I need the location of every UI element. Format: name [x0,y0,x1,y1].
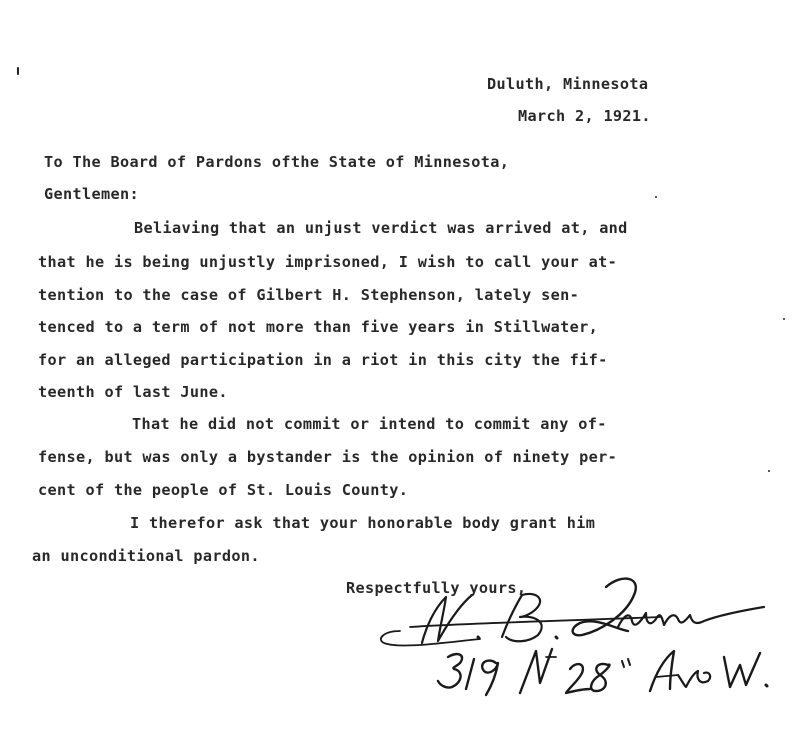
body-line: that he is being unjustly imprisoned, I wish to call your at- [38,253,618,271]
ink-speck [783,318,785,320]
ink-speck [768,470,770,472]
letter-date: March 2, 1921. [518,107,651,125]
letter-addressee: To The Board of Pardons ofthe State of Minnesota, [44,153,510,171]
letter-place: Duluth, Minnesota [487,75,649,93]
handwritten-signature [360,565,780,715]
body-line: teenth of last June. [38,383,228,401]
body-line: tention to the case of Gilbert H. Stephenson, lately sen- [38,286,580,304]
letter-closing: Respectfully yours, [346,579,527,597]
body-line: cent of the people of St. Louis County. [38,481,409,499]
body-line: I therefor ask that your honorable body grant him [130,514,596,532]
body-line: an unconditional pardon. [32,547,260,565]
letter-salutation: Gentlemen: [44,185,139,203]
margin-mark [17,67,19,75]
ink-speck [655,196,657,198]
body-line: That he did not commit or intend to commit any of- [132,415,607,433]
body-line: fense, but was only a bystander is the opinion of ninety per- [38,448,618,466]
body-line: for an alleged participation in a riot in this city the fif- [38,351,608,369]
body-line: Beliaving that an unjust verdict was arrived at, and [134,219,628,237]
body-line: tenced to a term of not more than five years in Stillwater, [38,318,599,336]
